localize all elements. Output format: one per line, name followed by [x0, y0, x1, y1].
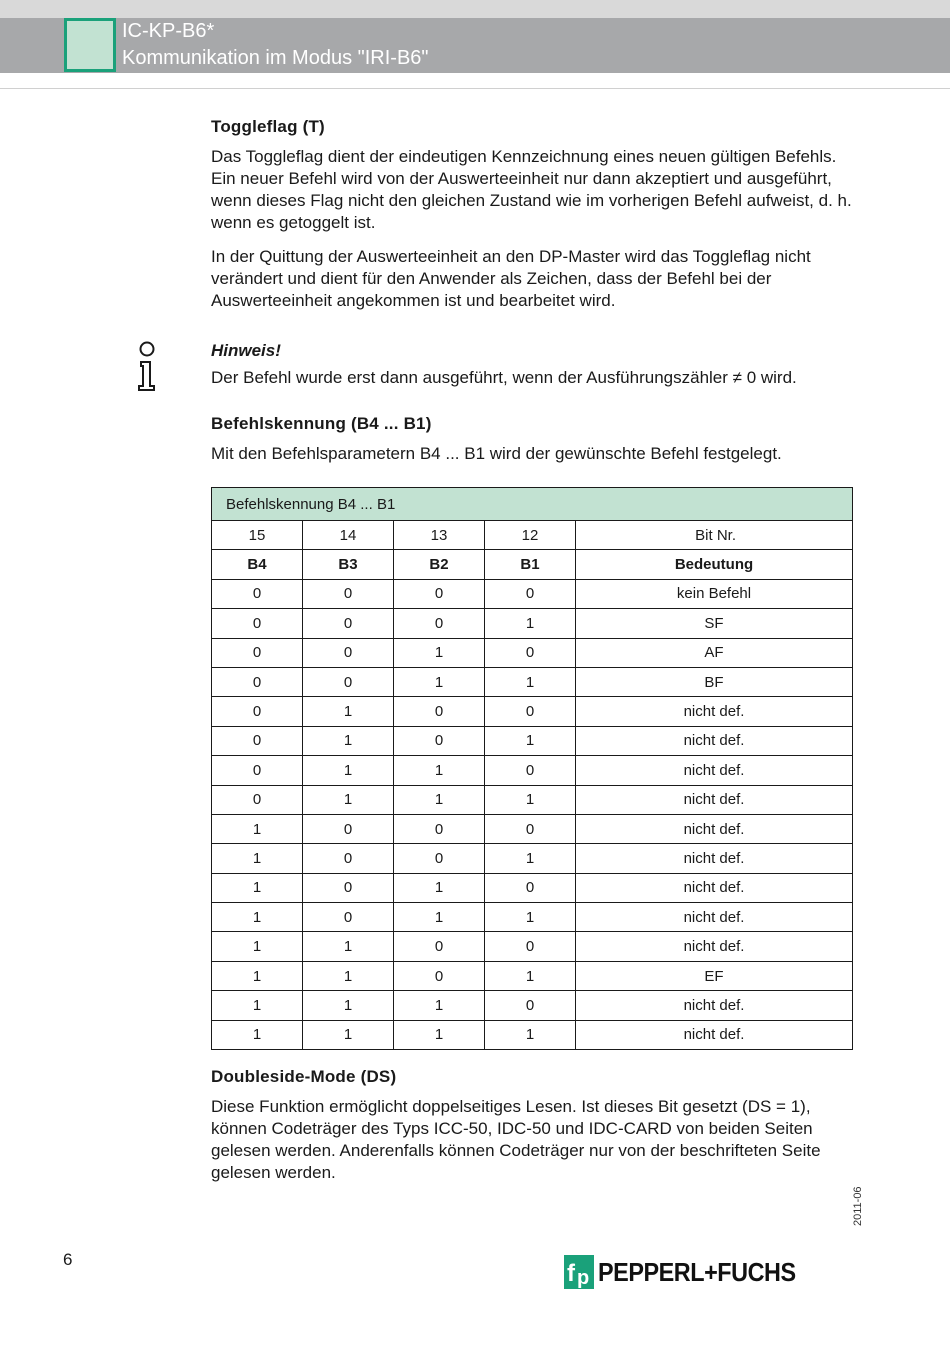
note-title: Hinweis!: [211, 341, 281, 360]
bit-value-cell: 0: [485, 991, 576, 1020]
meaning-cell: nicht def.: [576, 873, 853, 902]
table-row: [212, 932, 853, 961]
bit-value-cell: 1: [303, 726, 394, 755]
bit-value-cell: 0: [212, 785, 303, 814]
bit-value-cell: 1: [303, 932, 394, 961]
bit-value-cell: 0: [303, 638, 394, 667]
bit-value-cell: 0: [485, 579, 576, 608]
table-row: [212, 667, 853, 696]
header-cell: Bedeutung: [576, 550, 853, 579]
table-row: [212, 638, 853, 667]
table-row: [212, 903, 853, 932]
doc-title: IC-KP-B6*: [122, 20, 215, 42]
header-cell: B1: [485, 550, 576, 579]
bit-value-cell: 0: [485, 814, 576, 843]
table-row: [212, 873, 853, 902]
bit-value-cell: 1: [212, 991, 303, 1020]
table-bit-row: [212, 521, 853, 550]
info-icon: [135, 341, 159, 393]
header-cell: B3: [303, 550, 394, 579]
bit-value-cell: 1: [303, 961, 394, 990]
table-row: [212, 697, 853, 726]
bit-value-cell: 1: [303, 697, 394, 726]
bit-value-cell: 1: [394, 667, 485, 696]
bit-value-cell: 0: [394, 609, 485, 638]
bit-value-cell: 1: [485, 726, 576, 755]
bit-value-cell: 1: [212, 903, 303, 932]
bit-value-cell: 0: [394, 814, 485, 843]
pepperl-fuchs-logo-icon: [564, 1255, 594, 1289]
meaning-cell: nicht def.: [576, 932, 853, 961]
bit-value-cell: 1: [394, 991, 485, 1020]
meaning-cell: EF: [576, 961, 853, 990]
bit-value-cell: 0: [212, 638, 303, 667]
table-row: [212, 1020, 853, 1049]
bit-value-cell: 1: [212, 814, 303, 843]
meaning-cell: BF: [576, 667, 853, 696]
toggleflag-paragraph-2: In der Quittung der Auswerteeinheit an den DP-Master wird das Toggleflag nicht verändert und dient für den Anwender als Zeichen, dass der Befehl bei der Auswerteeinheit angekommen ist und bearbeitet wird.: [211, 247, 811, 310]
bit-value-cell: 1: [485, 667, 576, 696]
bit-value-cell: 1: [212, 961, 303, 990]
revision-date: 2011-06: [852, 1186, 864, 1226]
bit-value-cell: 0: [303, 814, 394, 843]
table-row: [212, 814, 853, 843]
bit-value-cell: 1: [394, 1020, 485, 1049]
bit-value-cell: 1: [394, 638, 485, 667]
table-row: [212, 609, 853, 638]
bit-value-cell: 1: [394, 873, 485, 902]
meaning-cell: nicht def.: [576, 785, 853, 814]
bit-value-cell: 1: [394, 903, 485, 932]
bit-value-cell: 0: [303, 873, 394, 902]
bit-cell: 13: [394, 521, 485, 550]
main-content: [211, 116, 853, 1196]
meaning-cell: nicht def.: [576, 814, 853, 843]
bit-value-cell: 1: [485, 844, 576, 873]
bit-value-cell: 1: [212, 844, 303, 873]
bit-value-cell: 0: [394, 579, 485, 608]
bit-value-cell: 0: [394, 697, 485, 726]
bit-value-cell: 1: [394, 785, 485, 814]
bit-value-cell: 0: [212, 697, 303, 726]
bit-value-cell: 1: [485, 609, 576, 638]
page-number: 6: [63, 1250, 73, 1269]
bit-value-cell: 1: [212, 932, 303, 961]
table-row: [212, 961, 853, 990]
doc-subtitle: Kommunikation im Modus "IRI-B6": [122, 47, 429, 69]
bit-value-cell: 0: [212, 579, 303, 608]
bit-value-cell: 1: [303, 785, 394, 814]
doubleside-heading: Doubleside-Mode (DS): [211, 1067, 397, 1087]
toggleflag-heading: Toggleflag (T): [211, 117, 325, 136]
header-accent-square: [64, 18, 116, 72]
bit-value-cell: 1: [303, 756, 394, 785]
meaning-cell: SF: [576, 609, 853, 638]
bit-cell: 15: [212, 521, 303, 550]
bit-value-cell: 0: [485, 697, 576, 726]
bit-cell: 12: [485, 521, 576, 550]
svg-text:f: f: [567, 1260, 575, 1287]
bit-value-cell: 0: [394, 961, 485, 990]
befehlskennung-heading: Befehlskennung (B4 ... B1): [211, 414, 432, 433]
bit-value-cell: 0: [212, 667, 303, 696]
table-row: [212, 579, 853, 608]
meaning-cell: nicht def.: [576, 844, 853, 873]
table-row: [212, 756, 853, 785]
bit-value-cell: 0: [485, 873, 576, 902]
header-cell: B4: [212, 550, 303, 579]
bit-value-cell: 1: [394, 756, 485, 785]
bit-value-cell: 0: [303, 609, 394, 638]
bit-value-cell: 0: [212, 726, 303, 755]
bit-value-cell: 1: [212, 873, 303, 902]
toggleflag-paragraph-1: Das Toggleflag dient der eindeutigen Kennzeichnung eines neuen gültigen Befehls. Ein neuer Befehl wird von der Auswerteeinheit nur dann akzeptiert und ausgeführt, wenn dieses Flag nicht den gleichen Zustand wie im vorherigen Befehl aufweist, d. h. wenn es getoggelt ist.: [211, 147, 852, 232]
befehlskennung-paragraph: Mit den Befehlsparametern B4 ... B1 wird der gewünschte Befehl festgelegt.: [211, 444, 782, 463]
header-divider: [0, 88, 950, 89]
table-header-row: [212, 550, 853, 579]
bit-value-cell: 0: [303, 667, 394, 696]
bit-value-cell: 0: [303, 844, 394, 873]
bit-value-cell: 1: [303, 1020, 394, 1049]
svg-text:p: p: [577, 1267, 590, 1289]
bit-value-cell: 0: [303, 579, 394, 608]
brand-logo: [564, 1254, 818, 1290]
bit-value-cell: 1: [485, 903, 576, 932]
brand-name: PEPPERL+FUCHS: [598, 1256, 796, 1287]
bit-value-cell: 0: [485, 638, 576, 667]
bit-nr-label: Bit Nr.: [576, 521, 853, 550]
command-table: [211, 487, 853, 1050]
table-caption: Befehlskennung B4 ... B1: [212, 488, 853, 521]
bit-value-cell: 0: [394, 726, 485, 755]
bit-value-cell: 0: [303, 903, 394, 932]
table-row: [212, 844, 853, 873]
meaning-cell: nicht def.: [576, 756, 853, 785]
meaning-cell: nicht def.: [576, 991, 853, 1020]
bit-value-cell: 0: [394, 932, 485, 961]
note-text: Der Befehl wurde erst dann ausgeführt, wenn der Ausführungszähler ≠ 0 wird.: [211, 368, 797, 387]
table-row: [212, 726, 853, 755]
doubleside-paragraph: Diese Funktion ermöglicht doppelseitiges Lesen. Ist dieses Bit gesetzt (DS = 1), können Codeträger des Typs ICC-50, IDC-50 und IDC-CARD von beiden Seiten gelesen werden. Anderenfalls können Codeträger nur von der beschrifteten Seite gelesen werden.: [211, 1097, 821, 1183]
bit-value-cell: 0: [212, 756, 303, 785]
header-cell: B2: [394, 550, 485, 579]
bit-value-cell: 1: [485, 1020, 576, 1049]
bit-value-cell: 0: [212, 609, 303, 638]
table-caption-row: [212, 488, 853, 521]
meaning-cell: kein Befehl: [576, 579, 853, 608]
bit-value-cell: 1: [485, 961, 576, 990]
meaning-cell: nicht def.: [576, 697, 853, 726]
bit-value-cell: 1: [303, 991, 394, 1020]
bit-value-cell: 0: [394, 844, 485, 873]
bit-value-cell: 1: [485, 785, 576, 814]
bit-value-cell: 0: [485, 932, 576, 961]
meaning-cell: nicht def.: [576, 903, 853, 932]
bit-cell: 14: [303, 521, 394, 550]
meaning-cell: AF: [576, 638, 853, 667]
meaning-cell: nicht def.: [576, 726, 853, 755]
table-row: [212, 785, 853, 814]
bit-value-cell: 0: [485, 756, 576, 785]
bit-value-cell: 1: [212, 1020, 303, 1049]
table-row: [212, 991, 853, 1020]
meaning-cell: nicht def.: [576, 1020, 853, 1049]
top-band: [0, 0, 950, 18]
